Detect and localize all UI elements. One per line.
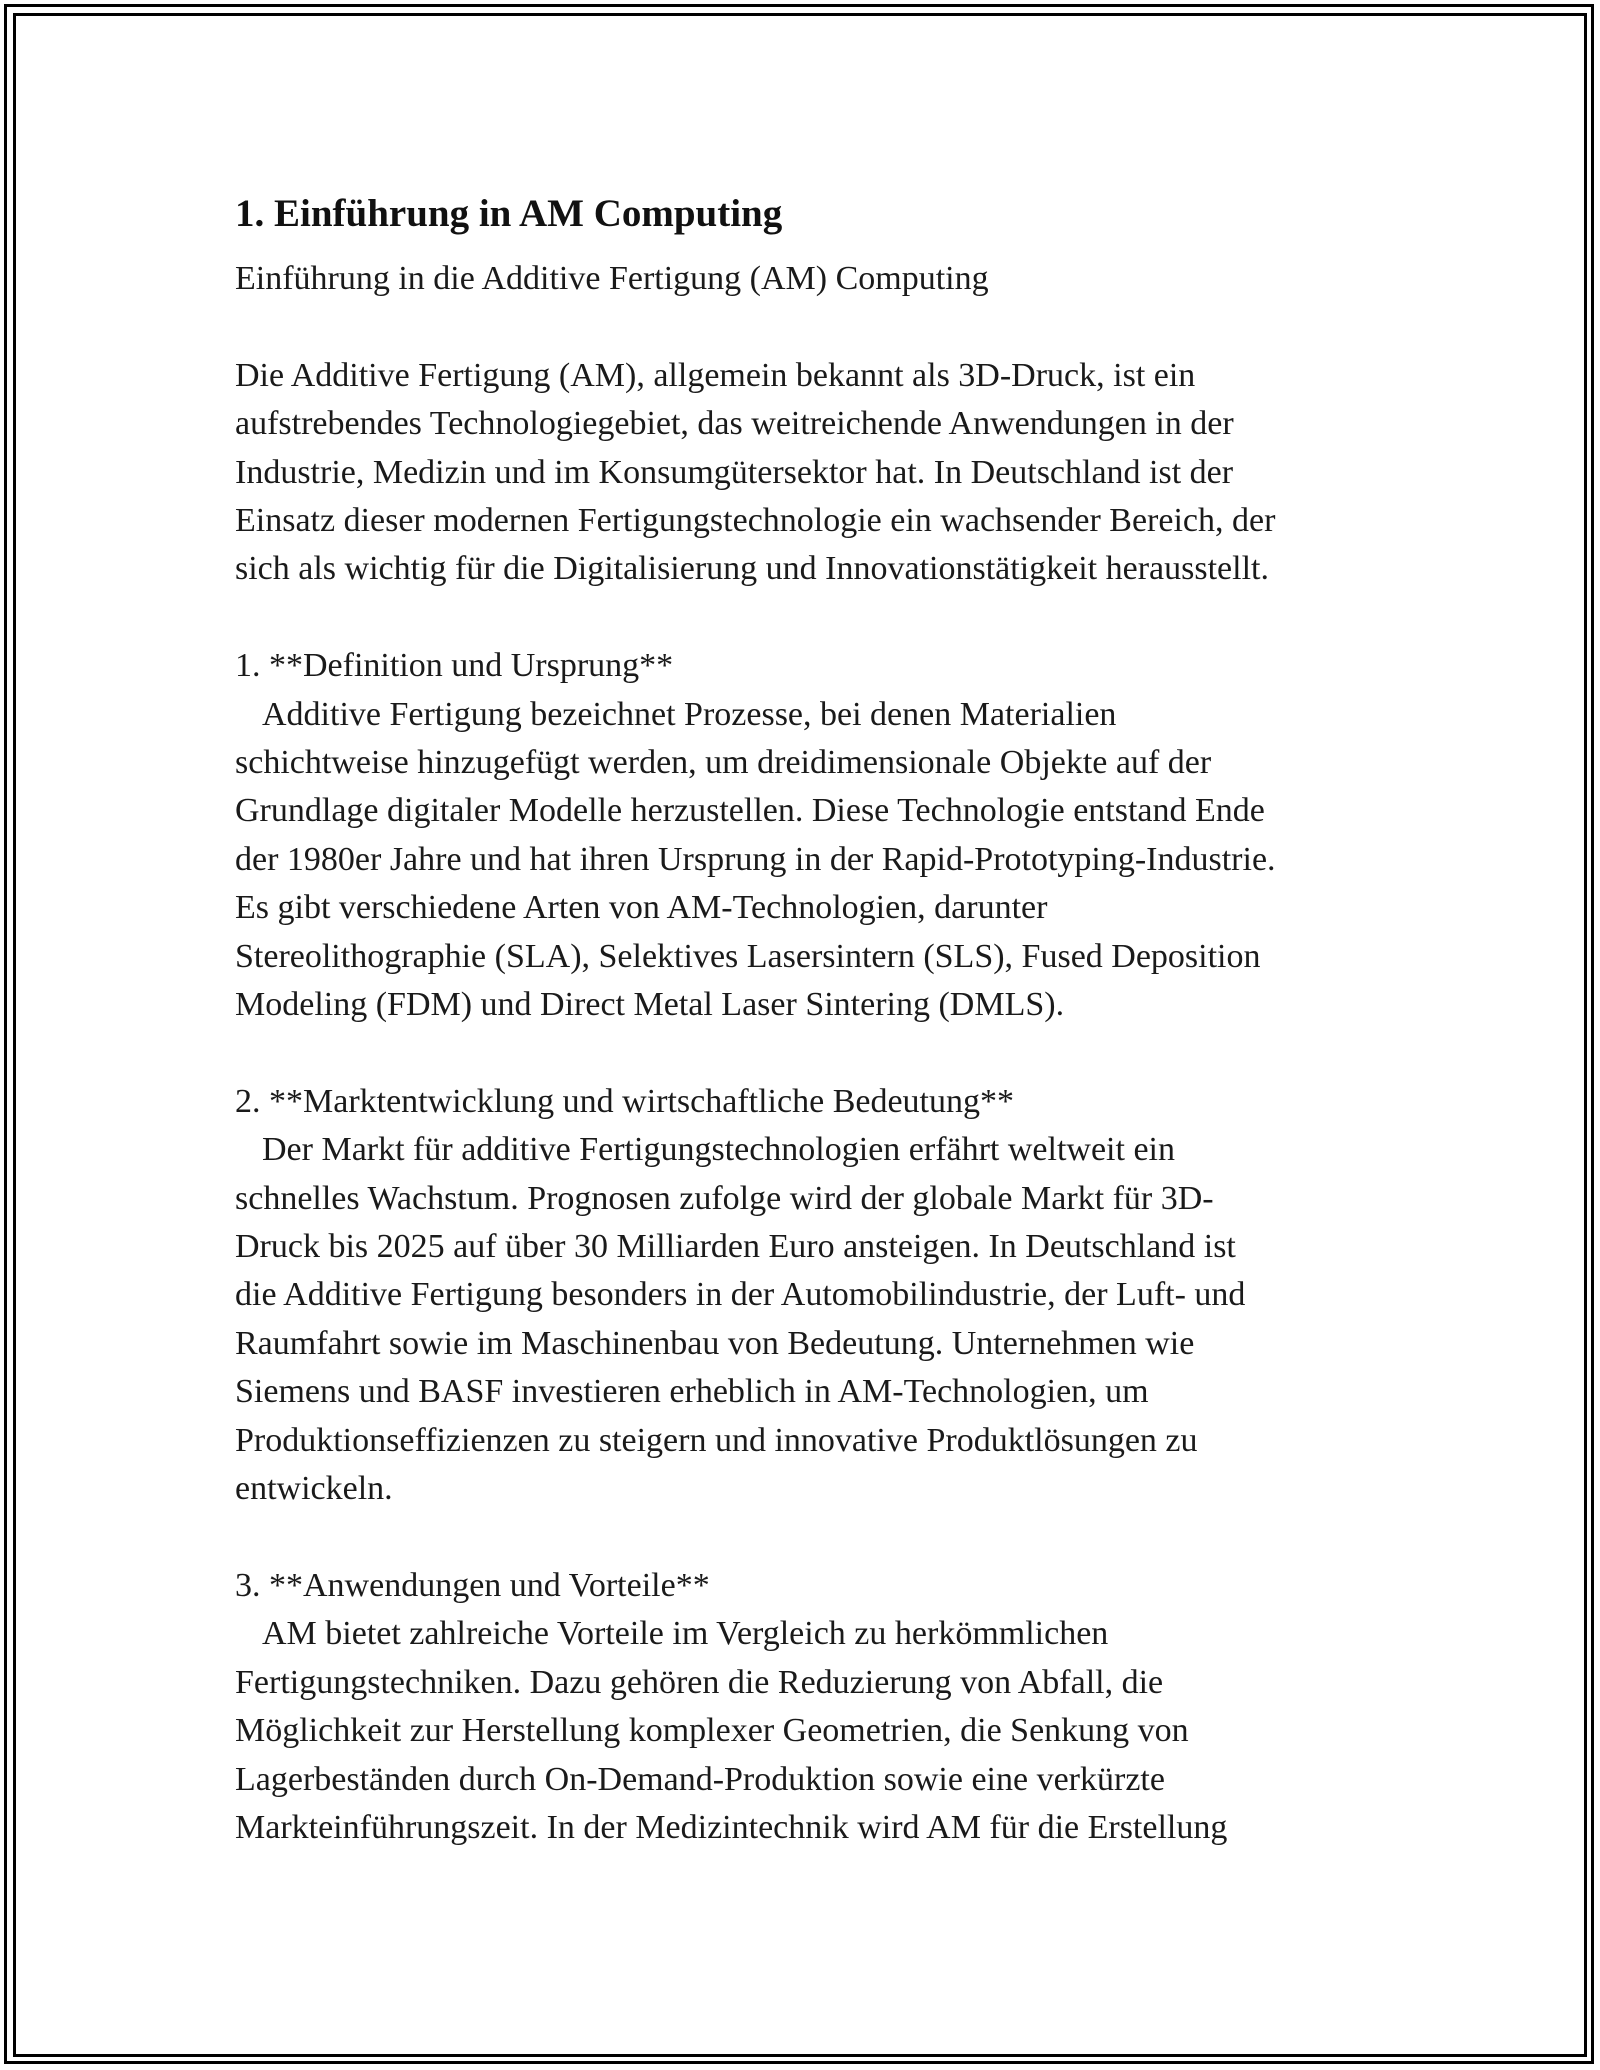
- paragraph-line: aufstrebendes Technologiegebiet, das weitreichende Anwendungen in der: [235, 405, 1234, 443]
- paragraph-line: Industrie, Medizin und im Konsumgütersektor hat. In Deutschland ist der: [235, 453, 1234, 491]
- document-title: 1. Einführung in AM Computing: [235, 192, 783, 235]
- paragraph-line: sich als wichtig für die Digitalisierung und Innovationstätigkeit herausstellt.: [235, 550, 1269, 588]
- paragraph-line: die Additive Fertigung besonders in der Automobilindustrie, der Luft- und: [235, 1276, 1246, 1314]
- paragraph-line: Stereolithographie (SLA), Selektives Lasersintern (SLS), Fused Deposition: [235, 937, 1261, 975]
- paragraph-line: Raumfahrt sowie im Maschinenbau von Bedeutung. Unternehmen wie: [235, 1324, 1195, 1362]
- section-heading: 2. **Marktentwicklung und wirtschaftliche Bedeutung**: [235, 1082, 1014, 1120]
- paragraph-line: Modeling (FDM) und Direct Metal Laser Sintering (DMLS).: [235, 986, 1065, 1024]
- document-page: [235, 180, 1375, 1901]
- section-applications: [235, 1562, 1375, 1852]
- paragraph-line: Die Additive Fertigung (AM), allgemein bekannt als 3D-Druck, ist ein: [235, 356, 1196, 394]
- section-heading: 1. **Definition und Ursprung**: [235, 647, 674, 685]
- paragraph-line: Fertigungstechniken. Dazu gehören die Reduzierung von Abfall, die: [235, 1663, 1164, 1701]
- paragraph-line: der 1980er Jahre und hat ihren Ursprung in der Rapid-Prototyping-Industrie.: [235, 840, 1276, 878]
- paragraph-line: Grundlage digitaler Modelle herzustellen. Diese Technologie entstand Ende: [235, 792, 1265, 830]
- paragraph-line: Es gibt verschiedene Arten von AM-Technologien, darunter: [235, 889, 1048, 927]
- paragraph-line: Der Markt für additive Fertigungstechnologien erfährt weltweit ein: [262, 1131, 1175, 1169]
- paragraph-line: Produktionseffizienzen zu steigern und innovative Produktlösungen zu: [235, 1421, 1198, 1459]
- paragraph-line: Markteinführungszeit. In der Medizintechnik wird AM für die Erstellung: [235, 1808, 1228, 1846]
- paragraph-line: Additive Fertigung bezeichnet Prozesse, bei denen Materialien: [262, 695, 1117, 733]
- paragraph-line: Siemens und BASF investieren erheblich in AM-Technologien, um: [235, 1373, 1149, 1411]
- document-subtitle: Einführung in die Additive Fertigung (AM) Computing: [235, 260, 989, 297]
- paragraph-line: AM bietet zahlreiche Vorteile im Vergleich zu herkömmlichen: [262, 1615, 1109, 1653]
- paragraph-line: schnelles Wachstum. Prognosen zufolge wird der globale Markt für 3D-: [235, 1179, 1214, 1217]
- section-definition: [235, 642, 1375, 1029]
- section-market: [235, 1078, 1375, 1514]
- paragraph-line: Einsatz dieser modernen Fertigungstechnologie ein wachsender Bereich, der: [235, 502, 1276, 540]
- intro-paragraph: [235, 352, 1375, 594]
- paragraph-line: Lagerbeständen durch On-Demand-Produktion sowie eine verkürzte: [235, 1760, 1165, 1798]
- paragraph-line: Druck bis 2025 auf über 30 Milliarden Euro ansteigen. In Deutschland ist: [235, 1228, 1236, 1266]
- section-heading: 3. **Anwendungen und Vorteile**: [235, 1566, 710, 1604]
- paragraph-line: Möglichkeit zur Herstellung komplexer Geometrien, die Senkung von: [235, 1712, 1189, 1750]
- paragraph-line: schichtweise hinzugefügt werden, um dreidimensionale Objekte auf der: [235, 744, 1212, 782]
- paragraph-line: entwickeln.: [235, 1470, 393, 1508]
